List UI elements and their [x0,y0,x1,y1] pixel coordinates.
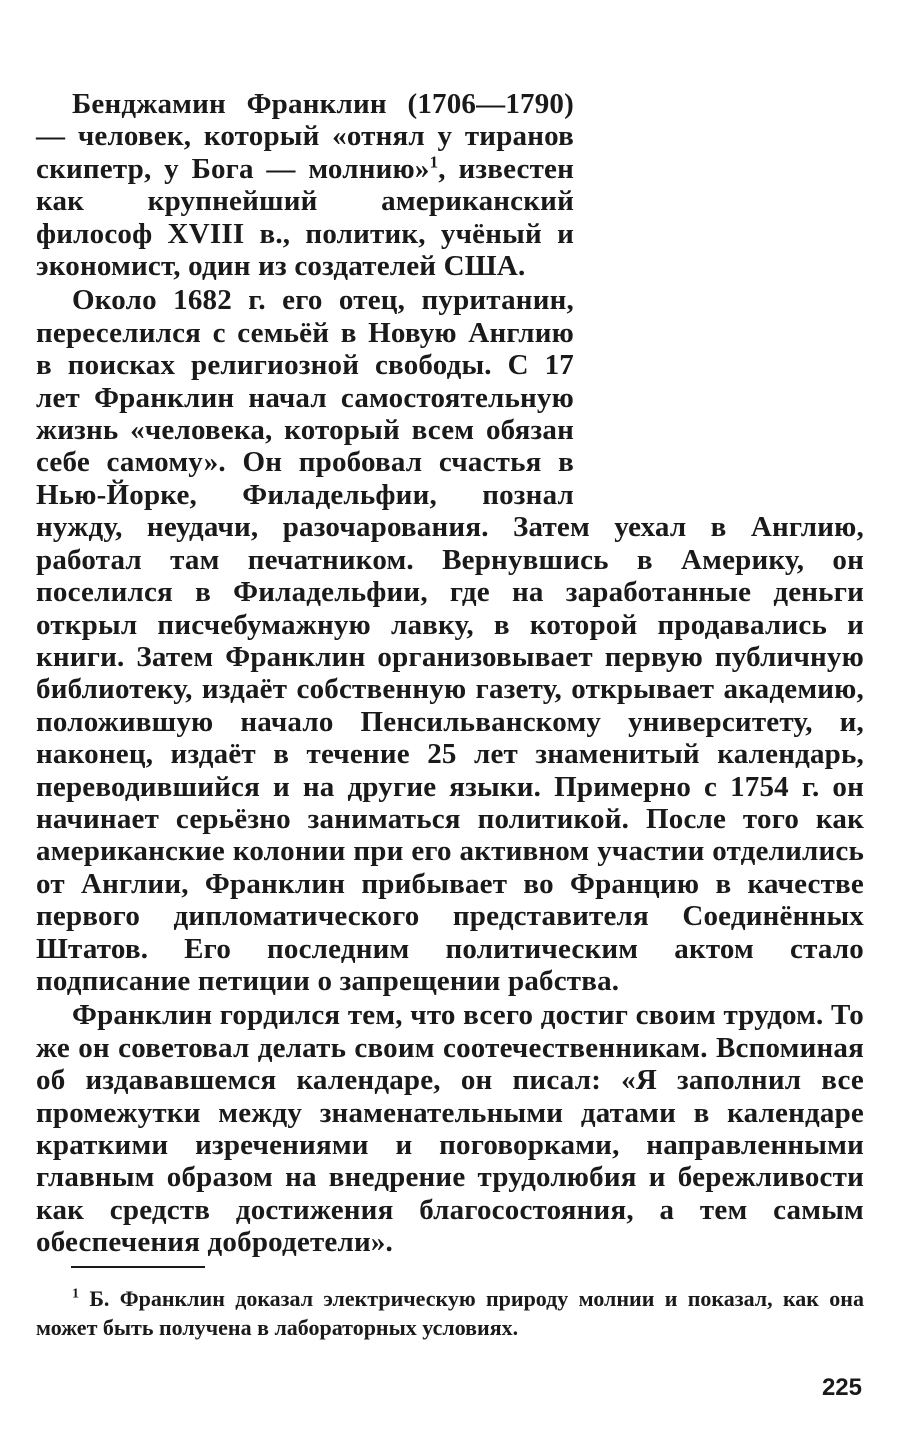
footnote-reference: 1 [429,152,439,172]
footnote [36,1284,864,1342]
paragraph-calendar: Франклин гордился тем, что всего достиг своим трудом. То же он советовал делать своим соотечественникам. Вспоминая об издававшемся календаре, он писал: «Я заполнил все промежутки между знаменательными датами в календаре краткими изречениями и поговорками, направленными главным образом на внедрение трудолюбия и бережливости как средств достижения благосостояния, а тем самым обеспечения добродетели». [36,999,864,1259]
paragraph-intro-text-end: , известен как крупнейший американский философ XVIII в., политик, учёный и экономист, один из создателей США. [36,152,574,283]
paragraph-intro-text: Бенджамин Франклин (1706—1790) — человек, который «отнял у тиранов скипетр, у Бога — молнию» [36,88,574,185]
paragraph-biography: Около 1682 г. его отец, пуританин, переселился с семьёй в Новую Англию в поисках религиозной свободы. С 17 лет Франклин начал самостоятельную жизнь «человека, который всем обязан себе самому». Он пробовал счастья в Нью-Йорке, Филадельфии, познал нужду, неудачи, разочарования. Затем уехал в Англию, работал там печатником. Вернувшись в Америку, он поселился в Филадельфии, где на заработанные деньги открыл писчебумажную лавку, в которой продавались и книги. Затем Франклин организовывает первую публичную библиотеку, издаёт собственную газету, открывает академию, положившую начало Пенсильванскому университету, и, наконец, издаёт в течение 25 лет знаменитый календарь, переводившийся и на другие языки. Примерно с 1754 г. он начинает серьёзно заниматься политикой. После того как американские колонии при его активном участии отделились от Англии, Франклин прибывает во Францию в качестве первого дипломатического представителя Соединённых Штатов. Его последним политическим актом стало подписание петиции о запрещении рабства. [36,284,864,997]
main-text [36,88,864,1259]
footnote-text: Б. Франклин доказал электрическую природу молнии и показал, как она может быть получена в лабораторных условиях. [36,1286,864,1340]
footnote-divider [71,1266,205,1268]
image-placeholder-space [574,88,864,488]
footnote-mark: 1 [72,1286,79,1302]
page-number: 225 [821,1374,862,1401]
